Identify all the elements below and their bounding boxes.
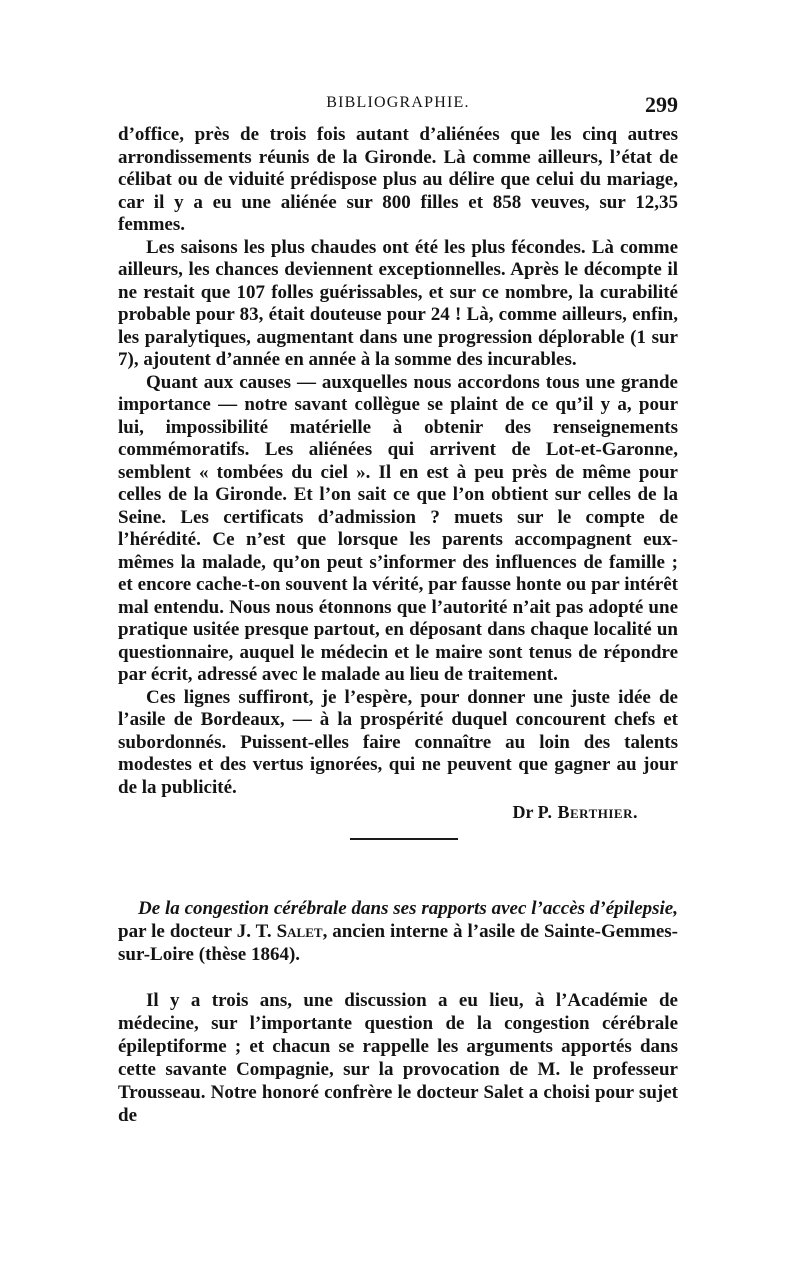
review-by: par le docteur — [118, 921, 237, 942]
section-divider — [350, 838, 458, 840]
signature-name: P. Berthier. — [537, 802, 638, 822]
review-details: , ancien interne à l’asile de Sainte-Gemmes-sur-Loire (thèse 1864). — [118, 921, 678, 965]
page-number: 299 — [645, 92, 678, 117]
paragraph-continued: d’office, près de trois fois autant d’aliénées que les cinq autres arrondissements réunis de la Gironde. Là comme ailleurs, l’état de célibat ou de viduité prédispose plus au délire que celui du mariage, car il y a eu une aliénée sur 800 filles et 858 veuves, sur 12,35 femmes. — [118, 124, 678, 235]
running-title: BIBLIOGRAPHIE. — [326, 94, 470, 111]
paragraph-conclusion: Ces lignes suffiront, je l’espère, pour donner une juste idée de l’asile de Bordeaux, — à la prospérité duquel concourent chefs et subordonnés. Puissent-elles faire connaître au loin des talents modestes et des vertus ignorées, qui ne peuvent que gagner au jour de la publicité. — [118, 686, 678, 798]
paragraph-seasons: Les saisons les plus chaudes ont été les plus fécondes. Là comme ailleurs, les chances deviennent exceptionnelles. Après le décompte il ne restait que 107 folles guérissables, et sur ce nombre, la curabilité probable pour 83, était douteuse pour 24 ! Là, comme ailleurs, enfin, les paralytiques, augmentant dans une progression déplorable (1 sur 7), ajoutent d’année en année à la somme des incurables. — [118, 236, 678, 370]
paragraph-causes: Quant aux causes — auxquelles nous accordons tous une grande importance — notre savant collègue se plaint de ce qu’il y a, pour lui, impossibilité matérielle à obtenir des renseignements commémoratifs. Les aliénées qui arrivent de Lot-et-Garonne, semblent « tombées du ciel ». Il en est à peu près de même pour celles de la Gironde. Et l’on sait ce que l’on obtient sur celles de la Seine. Les certificats d’admission ? muets sur le compte de l’hérédité. Ce n’est que lorsque les parents accompagnent eux-mêmes la malade, qu’on peut s’informer des influences de famille ; et encore cache-t-on souvent la vérité, par fausse honte ou par intérêt mal entendu. Nous nous étonnons que l’autorité n’ait pas adopté une pratique usitée presque partout, en déposant dans chaque localité un questionnaire, auquel le médecin et le maire sont tenus de répondre par écrit, adressé avec le malade au lieu de traitement. — [118, 371, 678, 685]
review-heading — [118, 897, 678, 966]
review-author: J. T. Salet — [236, 921, 323, 942]
running-head — [118, 92, 678, 116]
article-body — [118, 124, 678, 824]
review-paragraph: Il y a trois ans, une discussion a eu lieu, à l’Académie de médecine, sur l’importante question de la congestion cérébrale épileptiforme ; et chacun se rappelle les arguments apportés dans cette savante Compagnie, sur la provocation de M. le professeur Trousseau. Notre honoré confrère le docteur Salet a choisi pour sujet de — [118, 990, 678, 1126]
author-signature — [118, 801, 638, 824]
review-title: De la congestion cérébrale dans ses rapports avec l’accès d’épilepsie, — [138, 898, 678, 919]
signature-prefix: Dr — [512, 802, 534, 822]
